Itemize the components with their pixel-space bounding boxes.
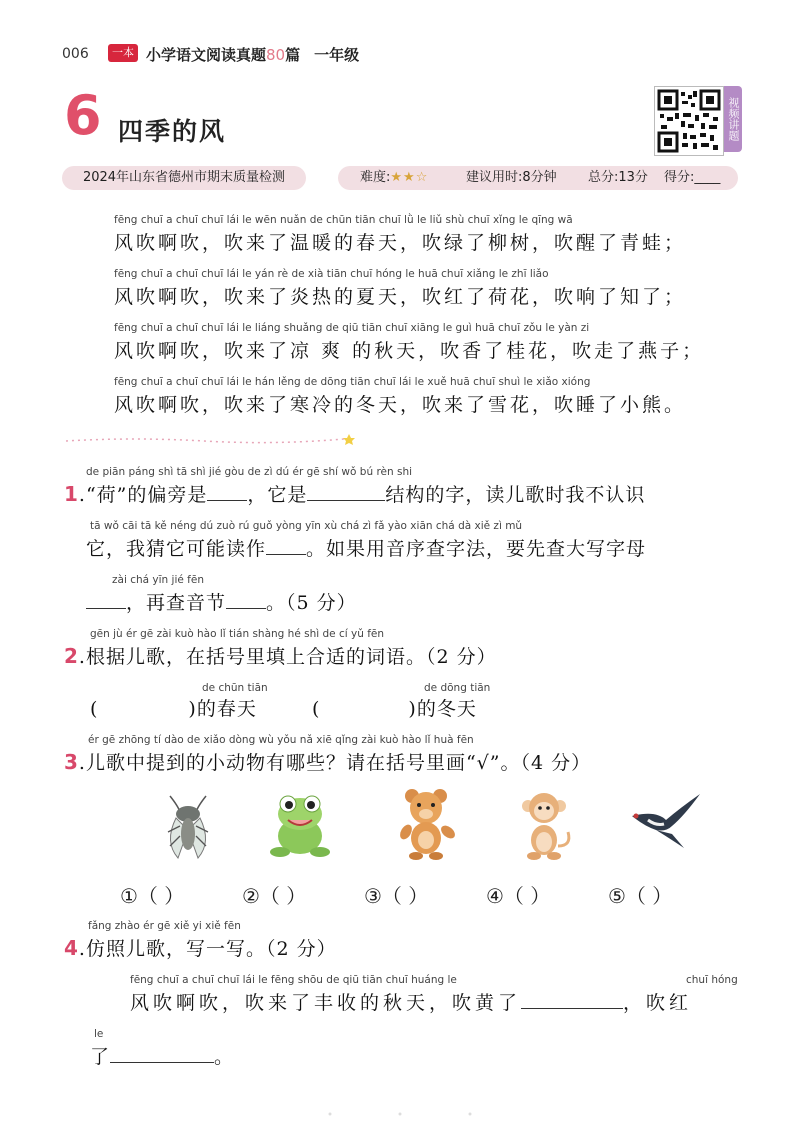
q1-pinyin-1: de piān páng shì tā shì jié gòu de zì dú ér gē shí wǒ bú rèn shi xyxy=(86,466,413,478)
difficulty-label: 难度: xyxy=(360,170,391,185)
q1-text-c: 结构的字，读儿歌时我不认识 xyxy=(385,484,646,506)
paren-open: ( xyxy=(312,698,321,720)
choice-4[interactable]: ④（ ） xyxy=(486,884,551,908)
paren-close: ) xyxy=(188,698,197,720)
info-bar xyxy=(62,166,738,190)
q2-pinyin-spring: de chūn tiān xyxy=(202,682,268,694)
qr-code-icon[interactable] xyxy=(654,86,724,156)
q3-line xyxy=(64,748,591,775)
video-explain-tab[interactable]: 视频讲题 xyxy=(724,86,742,152)
time-label: 建议用时:8分钟 xyxy=(466,170,557,185)
q4-pinyin-2: fēng chuī a chuī chuī lái le fēng shōu de qiū tiān chuī huáng le xyxy=(130,974,457,986)
q1-text-e: 。如果用音序查字法，要先查大写字母 xyxy=(306,538,647,560)
q4-text-c: 了 xyxy=(90,1046,111,1068)
q1-line-1 xyxy=(64,480,645,507)
q4-pinyin-3: le xyxy=(94,1028,104,1040)
q2-number: 2 xyxy=(64,644,79,668)
poem-line-2: 风吹啊吹，吹来了炎热的夏天，吹红了荷花，吹响了知了； xyxy=(114,286,687,308)
difficulty xyxy=(360,166,428,190)
q1-blank-reading[interactable] xyxy=(266,536,306,555)
q4-number: 4 xyxy=(64,936,79,960)
q1-blank-syllable[interactable] xyxy=(226,590,266,609)
page-number: 006 xyxy=(62,46,89,62)
q2-item-winter: 的冬天 xyxy=(416,698,477,720)
poem-line-3: 风吹啊吹，吹来了凉 爽 的秋天，吹香了桂花，吹走了燕子； xyxy=(114,340,705,362)
q3-text: .儿歌中提到的小动物有哪些？请在括号里画“√”。（4 分） xyxy=(78,752,592,774)
lesson-title: 四季的风 xyxy=(118,117,227,146)
poem-pinyin-2: fēng chuī a chuī chuī lái le yán rè de xià tiān chuī hóng le huā chuī xiǎng le zhī liǎo xyxy=(114,268,549,280)
q4-text-d: 。 xyxy=(214,1046,235,1068)
q4-text-b: ，吹红 xyxy=(623,992,693,1014)
q1-text-b: ，它是 xyxy=(247,484,308,506)
q2-line xyxy=(64,642,497,669)
q1-blank-capital[interactable] xyxy=(86,590,126,609)
q1-text-g: 。（5 分） xyxy=(266,592,357,614)
q2-pinyin-1: gēn jù ér gē zài kuò hào lǐ tián shàng hé shì de cí yǔ fēn xyxy=(90,628,385,640)
choice-3[interactable]: ③（ ） xyxy=(364,884,429,908)
choice-5[interactable]: ⑤（ ） xyxy=(608,884,673,908)
bottom-decoration xyxy=(0,1104,800,1114)
swallow-icon xyxy=(626,786,702,862)
book-title-prefix: 小学语文阅读真题 xyxy=(146,46,267,64)
q1-text-f: ，再查音节 xyxy=(126,592,227,614)
q2-item-spring: 的春天 xyxy=(196,698,257,720)
q4-pinyin-1: fǎng zhào ér gē xiě yi xiě fēn xyxy=(88,920,241,932)
q4-blank-yellow[interactable] xyxy=(521,990,623,1009)
q4-line xyxy=(64,934,337,961)
q3-number: 3 xyxy=(64,750,79,774)
score-field[interactable]: 得分:____ xyxy=(664,170,721,185)
choice-2[interactable]: ②（ ） xyxy=(242,884,307,908)
lesson-number: 6 xyxy=(64,84,102,147)
q4-line-3 xyxy=(90,1042,234,1069)
poem-line-4: 风吹啊吹，吹来了寒冷的冬天，吹来了雪花，吹睡了小熊。 xyxy=(114,394,687,416)
q4-line-2 xyxy=(130,988,692,1015)
choice-1[interactable]: ①（ ） xyxy=(120,884,185,908)
dotted-divider xyxy=(64,432,356,446)
paren-open: ( xyxy=(90,698,99,720)
q2-pinyin-winter: de dōng tiān xyxy=(424,682,491,694)
q1-blank-radical[interactable] xyxy=(207,482,247,501)
q1-pinyin-2: tā wǒ cāi tā kě néng dú zuò rú guǒ yòng yīn xù chá zì fǎ yào xiān chá dà xiě zì mǔ xyxy=(90,520,523,532)
book-title-num: 80 xyxy=(266,46,286,64)
poem-line-1: 风吹啊吹，吹来了温暖的春天，吹绿了柳树，吹醒了青蛙； xyxy=(114,232,687,254)
star-icon xyxy=(343,434,355,445)
q1-line-2 xyxy=(86,534,646,561)
info-stats xyxy=(338,166,738,190)
q3-pinyin-1: ér gē zhōng tí dào de xiǎo dòng wù yǒu nǎ xiē qǐng zài kuò hào lǐ huà fēn xyxy=(88,734,474,746)
brand-logo: 一本 xyxy=(108,44,138,62)
q1-line-3 xyxy=(86,588,357,615)
total-score: 总分:13分 xyxy=(588,170,648,185)
grade-label: 一年级 xyxy=(314,46,360,64)
q1-text-a: .“荷”的偏旁是 xyxy=(78,484,208,506)
poem-pinyin-1: fēng chuī a chuī chuī lái le wēn nuǎn de chūn tiān chuī lǜ le liǔ shù chuī xǐng le qīng wā xyxy=(114,214,573,226)
book-title xyxy=(146,44,359,65)
q2-blank-winter[interactable] xyxy=(312,694,477,721)
poem-pinyin-3: fēng chuī a chuī chuī lái le liáng shuǎng de qiū tiān chuī xiāng le guì huā chuī zǒu le yàn zi xyxy=(114,322,590,334)
q1-text-d: 它，我猜它可能读作 xyxy=(86,538,267,560)
difficulty-stars: ★★☆ xyxy=(390,170,429,185)
source-label: 2024年山东省德州市期末质量检测 xyxy=(62,166,306,190)
q4-text-a: 风吹啊吹，吹来了丰收的秋天，吹黄了 xyxy=(130,992,522,1014)
q4-pinyin-2b: chuī hóng xyxy=(686,974,738,986)
q1-pinyin-3: zài chá yīn jié fēn xyxy=(112,574,204,586)
monkey-icon xyxy=(506,786,582,862)
paren-close: ) xyxy=(408,698,417,720)
q1-blank-structure[interactable] xyxy=(307,482,385,501)
cicada-icon xyxy=(150,786,226,862)
q4-text: .仿照儿歌，写一写。（2 分） xyxy=(78,938,337,960)
q4-blank-red[interactable] xyxy=(110,1044,214,1063)
poem-pinyin-4: fēng chuī a chuī chuī lái le hán lěng de dōng tiān chuī lái le xuě huā chuī shuì le xiǎo xióng xyxy=(114,376,591,388)
book-title-suffix: 篇 xyxy=(285,46,301,64)
q1-number: 1 xyxy=(64,482,79,506)
q2-blank-spring[interactable] xyxy=(90,694,257,721)
q2-text: .根据儿歌，在括号里填上合适的词语。（2 分） xyxy=(78,646,497,668)
frog-icon xyxy=(262,786,338,862)
bear-icon xyxy=(388,786,464,862)
